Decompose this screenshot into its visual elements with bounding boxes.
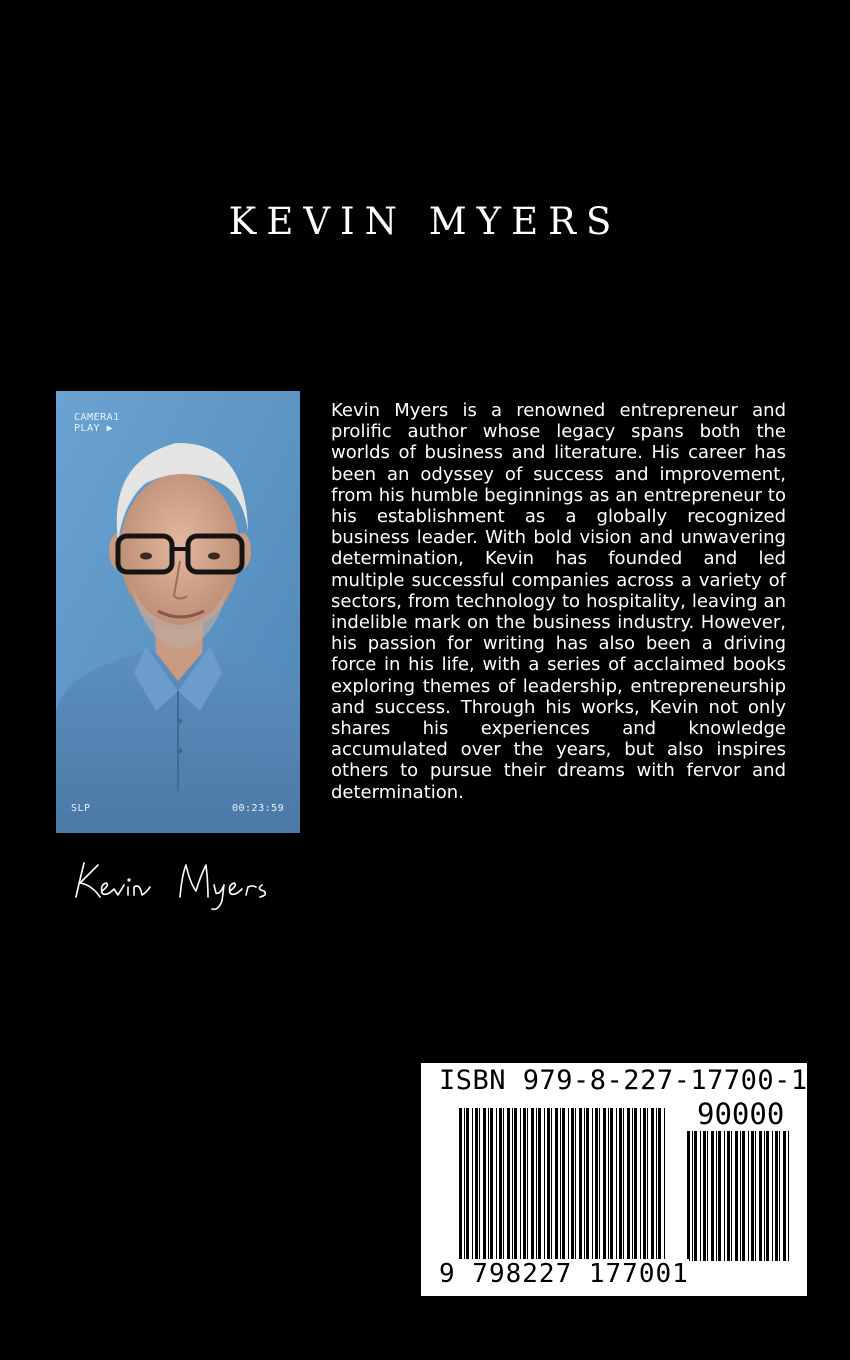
- author-bio: Kevin Myers is a renowned entrepreneur and prolific author whose legacy spans both the worlds of business and literature. His career has been an odyssey of success and improvement, from his humble beginnings as an entrepreneur to his establishment as a globally recognized business leader. With bold vision and unwavering determination, Kevin has founded and led multiple successful companies across a variety of sectors, from technology to hospitality, leaving an indelible mark on the business industry. However, his passion for writing has also been a driving force in his life, with a series of acclaimed books exploring themes of leadership, entrepreneurship and success. Through his works, Kevin not only shares his experiences and knowledge accumulated over the years, but also inspires others to pursue their dreams with fervor and determination.: [331, 400, 786, 803]
- isbn-number: ISBN 979-8-227-17700-1: [439, 1065, 808, 1096]
- author-signature: [70, 855, 310, 915]
- play-label: PLAY ▶: [74, 423, 114, 434]
- isbn-barcode: [421, 1063, 807, 1296]
- timecode-label: 00:23:59: [232, 803, 285, 814]
- author-photo: [56, 391, 300, 833]
- price-code: 90000: [697, 1097, 785, 1131]
- barcode-digits: 9 798227 177001: [439, 1259, 689, 1289]
- author-title: KEVIN MYERS: [228, 200, 622, 243]
- mode-label: SLP: [71, 803, 91, 814]
- camera-label: CAMERA1: [74, 412, 120, 423]
